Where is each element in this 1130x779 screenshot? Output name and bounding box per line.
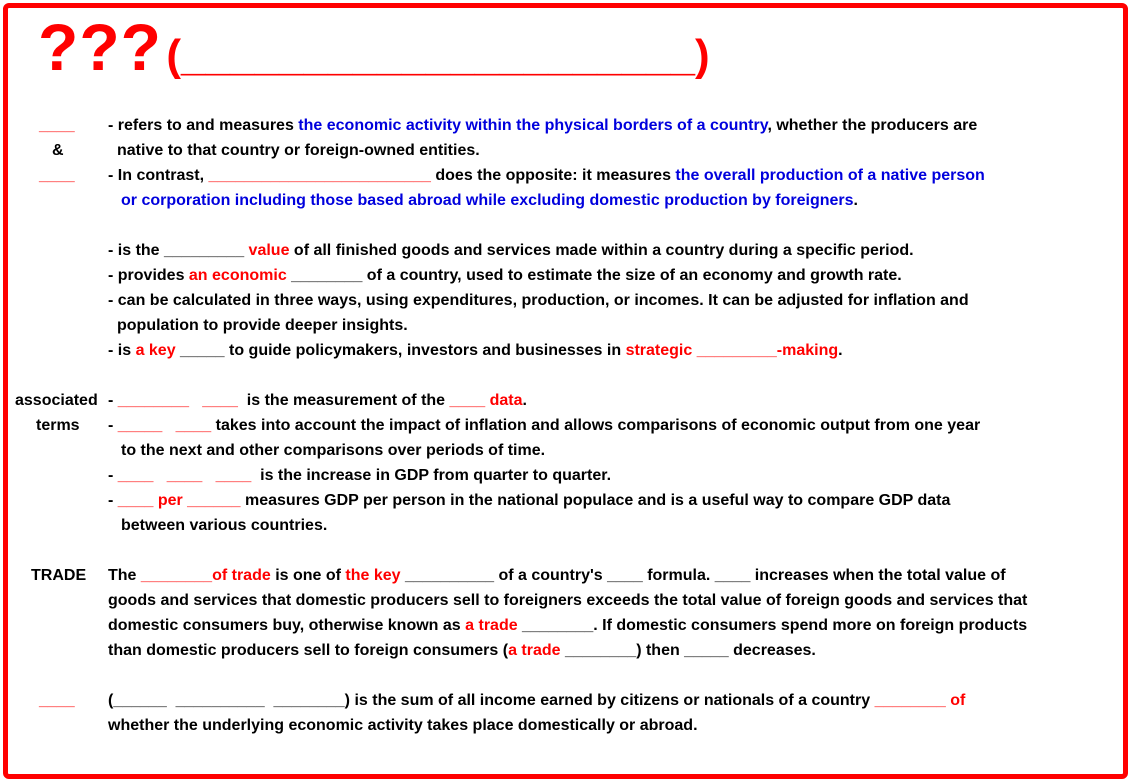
- line-provides: - provides an economic ________ of a country, used to estimate the size of an economy and growth rate.: [108, 267, 902, 284]
- line-term-1: - ________ ____ is the measurement of the ____ data.: [108, 392, 527, 409]
- line-trade-4: than domestic producers sell to foreign consumers (a trade ________) then _____ decreases.: [108, 642, 816, 659]
- label-blank-3: ____: [39, 692, 75, 709]
- label-blank-2: ____: [39, 167, 75, 184]
- line-income-2: whether the underlying economic activity takes place domestically or abroad.: [108, 717, 698, 734]
- label-blank-1: ____: [39, 117, 75, 134]
- line-calculated-cont: population to provide deeper insights.: [117, 317, 408, 334]
- label-terms: terms: [36, 417, 80, 434]
- line-domestic-measure: - refers to and measures the economic activity within the physical borders of a country, whether the producers are: [108, 117, 978, 134]
- line-key: - is a key _____ to guide policymakers, investors and businesses in strategic _________-making.: [108, 342, 843, 359]
- label-ampersand: &: [52, 142, 64, 159]
- label-associated: associated: [15, 392, 98, 409]
- line-term-4-cont: between various countries.: [121, 517, 328, 534]
- line-domestic-measure-cont: native to that country or foreign-owned entities.: [117, 142, 480, 159]
- title-question-marks: ???: [38, 10, 162, 84]
- line-term-3: - ____ ____ ____ is the increase in GDP from quarter to quarter.: [108, 467, 612, 484]
- line-contrast-cont: or corporation including those based abroad while excluding domestic production by foreigners.: [121, 192, 858, 209]
- line-calculated: - can be calculated in three ways, using expenditures, production, or incomes. It can be adjusted for inflation and: [108, 292, 969, 309]
- line-contrast: - In contrast, _________________________ does the opposite: it measures the overall production of a native person: [108, 167, 985, 184]
- line-trade-1: The ________of trade is one of the key __________ of a country's ____ formula. ____ increases when the total value of: [108, 567, 1006, 584]
- line-income-1: (______ __________ ________) is the sum of all income earned by citizens or nationals of a country ________ of: [108, 692, 966, 709]
- line-term-4: - ____ per ______ measures GDP per person in the national populace and is a useful way to compare GDP data: [108, 492, 951, 509]
- line-trade-3: domestic consumers buy, otherwise known as a trade ________. If domestic consumers spend more on foreign products: [108, 617, 1028, 634]
- line-is-the-value: - is the _________ value of all finished goods and services made within a country during a specific period.: [108, 242, 914, 259]
- worksheet-title: [38, 10, 710, 84]
- line-term-2: - _____ ____ takes into account the impact of inflation and allows comparisons of economic output from one year: [108, 417, 981, 434]
- label-trade: TRADE: [31, 567, 87, 584]
- line-term-2-cont: to the next and other comparisons over periods of time.: [121, 442, 546, 459]
- title-blank: (_____________________): [166, 31, 710, 80]
- line-trade-2: goods and services that domestic producers sell to foreigners exceeds the total value of foreign goods and services that: [108, 592, 1028, 609]
